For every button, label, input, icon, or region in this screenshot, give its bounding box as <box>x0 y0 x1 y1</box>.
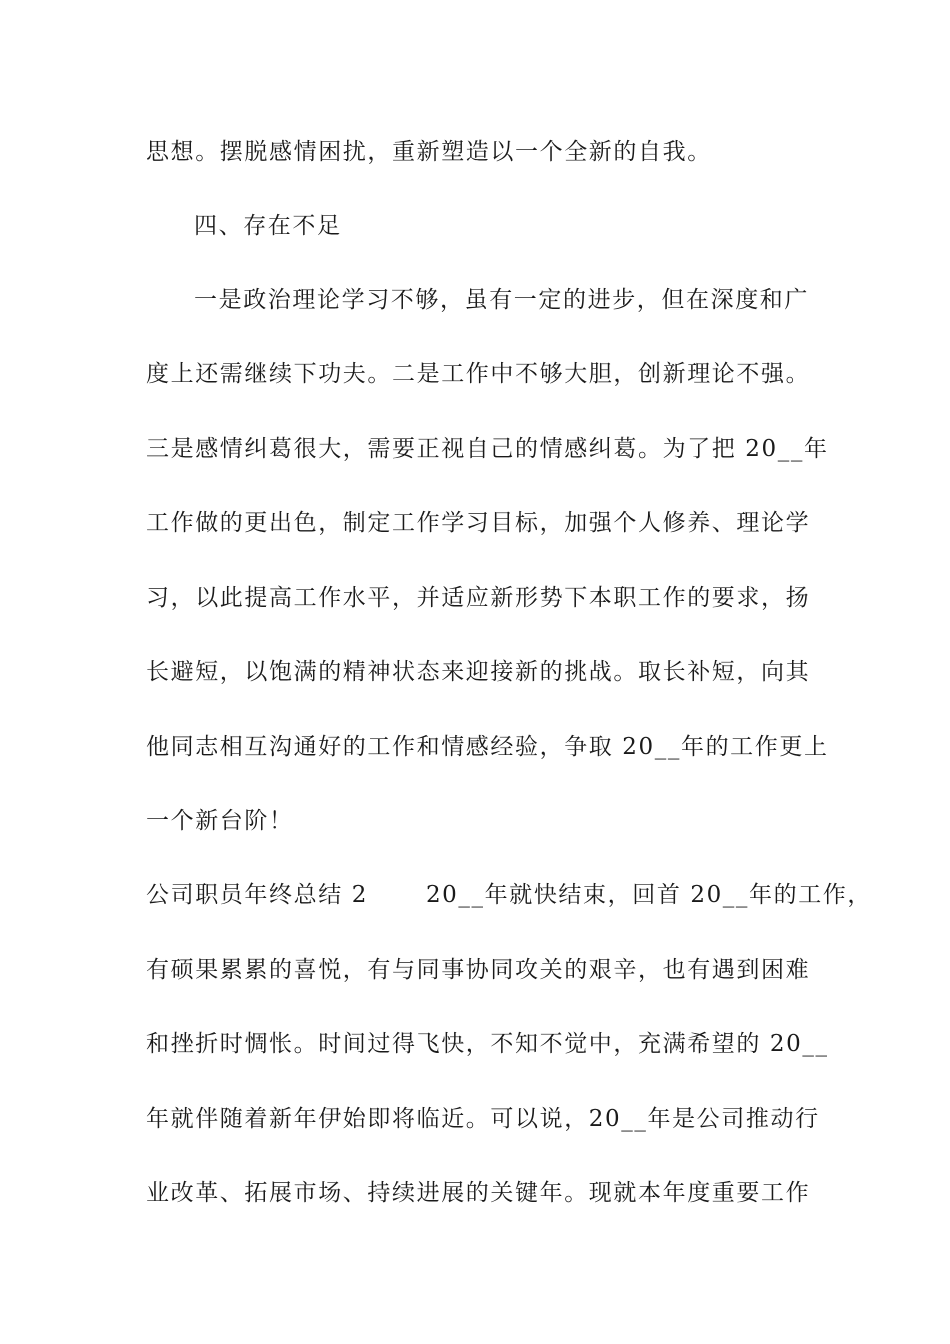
paragraph-line: 他同志相互沟通好的工作和情感经验，争取 20__年的工作更上 <box>146 734 829 760</box>
paragraph-text: 20__年就快结束，回首 20__年的工作， <box>425 882 872 908</box>
paragraph-line: 度上还需继续下功夫。二是工作中不够大胆，创新理论不强。 <box>146 361 811 387</box>
paragraph-line: 和挫折时惆怅。时间过得飞快，不知不觉中，充满希望的 20__ <box>146 1031 829 1057</box>
paragraph-line: 业改革、拓展市场、持续进展的关键年。现就本年度重要工作 <box>146 1180 811 1206</box>
paragraph-line: 思想。摆脱感情困扰，重新塑造以一个全新的自我。 <box>146 139 712 165</box>
section-heading: 四、存在不足 <box>194 213 342 239</box>
section-title-line <box>146 880 872 910</box>
paragraph-line: 习，以此提高工作水平，并适应新形势下本职工作的要求，扬 <box>146 585 811 611</box>
paragraph-line: 三是感情纠葛很大，需要正视自己的情感纠葛。为了把 20__年 <box>146 436 829 462</box>
paragraph-line: 年就伴随着新年伊始即将临近。可以说，20__年是公司推动行 <box>146 1106 820 1132</box>
paragraph-line: 有硕果累累的喜悦，有与同事协同攻关的艰辛，也有遇到困难 <box>146 957 811 983</box>
paragraph-line: 一是政治理论学习不够，虽有一定的进步，但在深度和广 <box>194 287 809 313</box>
paragraph-line: 长避短，以饱满的精神状态来迎接新的挑战。取长补短，向其 <box>146 659 811 685</box>
section-title: 公司职员年终总结 2 <box>146 882 368 908</box>
paragraph-line: 工作做的更出色，制定工作学习目标，加强个人修养、理论学 <box>146 510 811 536</box>
paragraph-line: 一个新台阶！ <box>146 808 294 834</box>
